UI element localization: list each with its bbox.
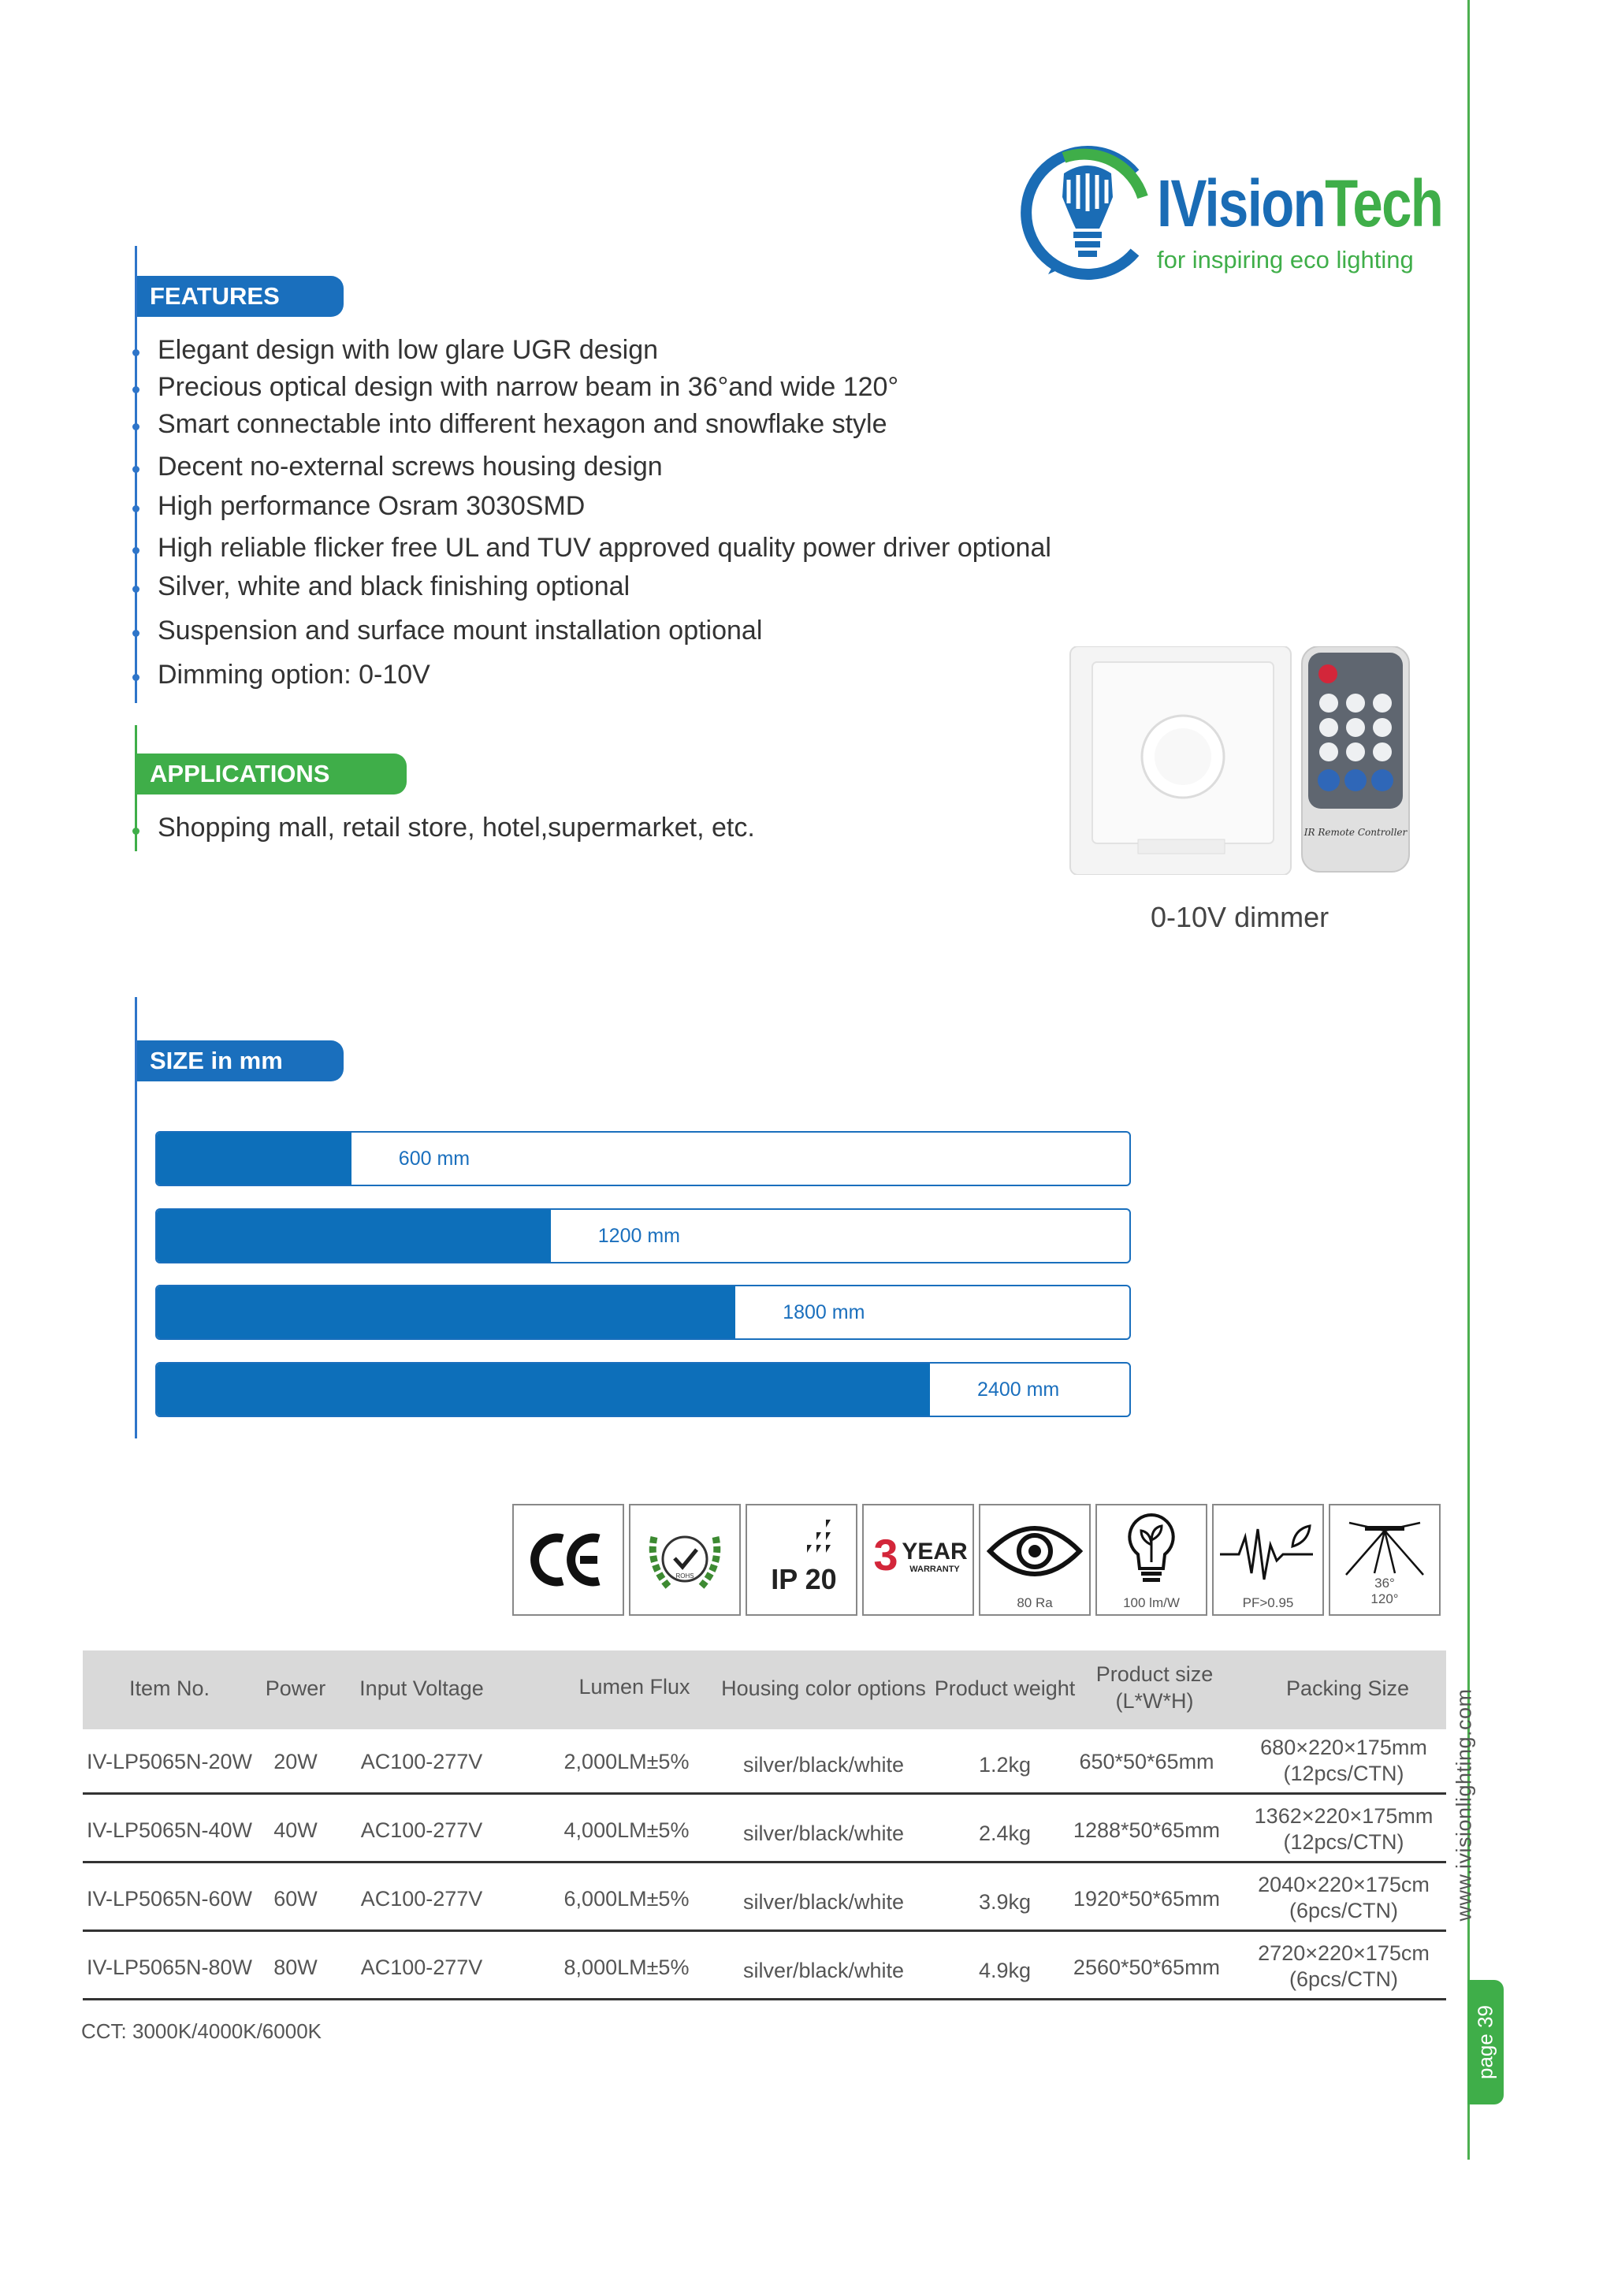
applications-heading: APPLICATIONS — [137, 754, 407, 794]
cell-item: IV-LP5065N-40W — [86, 1818, 253, 1842]
cell-size: 650*50*65mm — [1079, 1750, 1214, 1773]
ce-mark-icon — [512, 1504, 624, 1616]
page-number-tab: page 39 — [1467, 1980, 1504, 2104]
website-url[interactable]: www.ivisionlighting.com — [1452, 1688, 1476, 1922]
dimmer-caption: 0-10V dimmer — [1151, 901, 1330, 933]
bullet-dot — [132, 466, 139, 473]
features-heading: FEATURES — [137, 276, 344, 317]
cell-packing: 2720×220×175cm — [1258, 1941, 1430, 1965]
cell-voltage: AC100-277V — [360, 1818, 483, 1842]
size-bar-label: 600 mm — [398, 1148, 470, 1170]
bullet-dot — [132, 505, 139, 512]
cell-power: 40W — [273, 1818, 318, 1842]
cell-packing-qty: (6pcs/CTN) — [1289, 1967, 1398, 1991]
table-row — [83, 1729, 1446, 1792]
table-row — [83, 1798, 1446, 1861]
feature-item: Silver, white and black finishing optional — [158, 571, 630, 601]
size-bar-2400 — [155, 1362, 1131, 1417]
bullet-dot — [132, 586, 139, 593]
bullet-dot — [132, 349, 139, 356]
cell-size: 1920*50*65mm — [1073, 1887, 1221, 1911]
bullet-dot — [132, 630, 139, 637]
application-item: Shopping mall, retail store, hotel,supermarket, etc. — [158, 813, 755, 843]
cell-packing-qty: (12pcs/CTN) — [1283, 1762, 1404, 1785]
feature-item: Decent no-external screws housing design — [158, 452, 663, 482]
size-bar-1800 — [155, 1285, 1131, 1340]
cell-lumen: 4,000LM±5% — [563, 1818, 690, 1842]
col-header-color: Housing color options — [721, 1676, 926, 1700]
row-divider — [83, 1929, 1446, 1932]
brand-tagline: for inspiring eco lighting — [1157, 246, 1414, 274]
cell-weight: 3.9kg — [978, 1890, 1032, 1914]
cell-color: silver/black/white — [742, 1890, 905, 1914]
cell-weight: 1.2kg — [978, 1753, 1032, 1777]
cell-size: 1288*50*65mm — [1073, 1818, 1221, 1842]
feature-item: High reliable flicker free UL and TUV approved quality power driver optional — [158, 533, 1051, 563]
size-bar-600 — [155, 1131, 1131, 1186]
table-row — [83, 1935, 1446, 1998]
svg-text:120°: 120° — [1370, 1591, 1399, 1606]
size-bar-fill — [157, 1286, 735, 1338]
cell-weight: 2.4kg — [978, 1822, 1032, 1845]
svg-text:36°: 36° — [1374, 1576, 1395, 1591]
cell-voltage: AC100-277V — [360, 1750, 483, 1773]
col-header-size: Product size — [1095, 1662, 1214, 1686]
svg-text:3: 3 — [873, 1530, 898, 1580]
row-divider — [83, 1861, 1446, 1863]
row-divider — [83, 1998, 1446, 2000]
brand-name: IVisionTech — [1157, 166, 1443, 240]
table-row — [83, 1866, 1446, 1929]
cell-lumen: 2,000LM±5% — [563, 1750, 690, 1773]
svg-text:WARRANTY: WARRANTY — [909, 1565, 960, 1574]
cell-item: IV-LP5065N-20W — [86, 1750, 253, 1773]
bullet-dot — [132, 674, 139, 681]
size-bar-fill — [157, 1133, 351, 1185]
size-heading: SIZE in mm — [137, 1040, 344, 1081]
warranty-icon — [862, 1504, 974, 1616]
eye-icon: 80 Ra — [979, 1504, 1091, 1616]
logo-bulb-icon — [1017, 142, 1158, 284]
cell-power: 60W — [273, 1887, 318, 1911]
svg-text:IP 20: IP 20 — [771, 1563, 837, 1595]
dimmer-product-image — [1069, 646, 1415, 875]
feature-item: Precious optical design with narrow beam in 36°and wide 120° — [158, 372, 899, 402]
rohs-icon — [629, 1504, 741, 1616]
cell-color: silver/black/white — [742, 1822, 905, 1845]
bullet-dot — [132, 423, 139, 430]
cell-packing-qty: (6pcs/CTN) — [1289, 1899, 1398, 1922]
feature-item: Dimming option: 0-10V — [158, 660, 430, 690]
size-bar-label: 2400 mm — [977, 1379, 1060, 1401]
col-header-weight: Product weight — [934, 1676, 1076, 1700]
feature-item: Suspension and surface mount installation optional — [158, 616, 763, 646]
cell-power: 20W — [273, 1750, 318, 1773]
cell-lumen: 8,000LM±5% — [563, 1956, 690, 1979]
ip20-icon — [746, 1504, 857, 1616]
svg-text:YEAR: YEAR — [902, 1539, 968, 1565]
bullet-dot — [132, 828, 139, 835]
spec-table-header — [83, 1650, 1446, 1729]
cell-color: silver/black/white — [742, 1959, 905, 1982]
beam-angle-icon — [1329, 1504, 1441, 1616]
feature-item: Elegant design with low glare UGR design — [158, 335, 659, 365]
col-header-power: Power — [265, 1676, 326, 1700]
cell-packing: 1362×220×175mm — [1254, 1804, 1434, 1828]
cell-packing: 2040×220×175cm — [1258, 1873, 1430, 1896]
row-divider — [83, 1792, 1446, 1795]
col-header-lumen: Lumen Flux — [578, 1675, 690, 1699]
cell-voltage: AC100-277V — [360, 1887, 483, 1911]
cell-packing: 680×220×175mm — [1260, 1736, 1427, 1759]
cell-size: 2560*50*65mm — [1073, 1956, 1221, 1979]
size-bar-1200 — [155, 1208, 1131, 1263]
cell-power: 80W — [273, 1956, 318, 1979]
bullet-dot — [132, 547, 139, 554]
size-bar-fill — [157, 1364, 930, 1416]
col-header-size-unit: (L*W*H) — [1115, 1689, 1194, 1713]
svg-text:ROHS: ROHS — [675, 1572, 694, 1580]
feature-item: Smart connectable into different hexagon and snowflake style — [158, 409, 887, 439]
bullet-dot — [132, 386, 139, 393]
size-bar-label: 1200 mm — [597, 1225, 680, 1247]
feature-item: High performance Osram 3030SMD — [158, 491, 586, 521]
col-header-item: Item No. — [128, 1676, 210, 1700]
cell-item: IV-LP5065N-80W — [86, 1956, 253, 1979]
cell-lumen: 6,000LM±5% — [563, 1887, 690, 1911]
cell-packing-qty: (12pcs/CTN) — [1283, 1830, 1404, 1854]
bulb-leaf-icon: 100 lm/W — [1095, 1504, 1207, 1616]
cell-weight: 4.9kg — [978, 1959, 1032, 1982]
col-header-packing: Packing Size — [1285, 1676, 1410, 1700]
size-bar-label: 1800 mm — [783, 1301, 865, 1323]
cell-item: IV-LP5065N-60W — [86, 1887, 253, 1911]
cell-voltage: AC100-277V — [360, 1956, 483, 1979]
size-bar-fill — [157, 1210, 551, 1262]
cell-color: silver/black/white — [742, 1753, 905, 1777]
cct-note: CCT: 3000K/4000K/6000K — [81, 2019, 322, 2043]
col-header-voltage: Input Voltage — [359, 1676, 484, 1700]
power-factor-icon: PF>0.95 — [1212, 1504, 1324, 1616]
remote-label: IR Remote Controller — [1303, 827, 1408, 838]
